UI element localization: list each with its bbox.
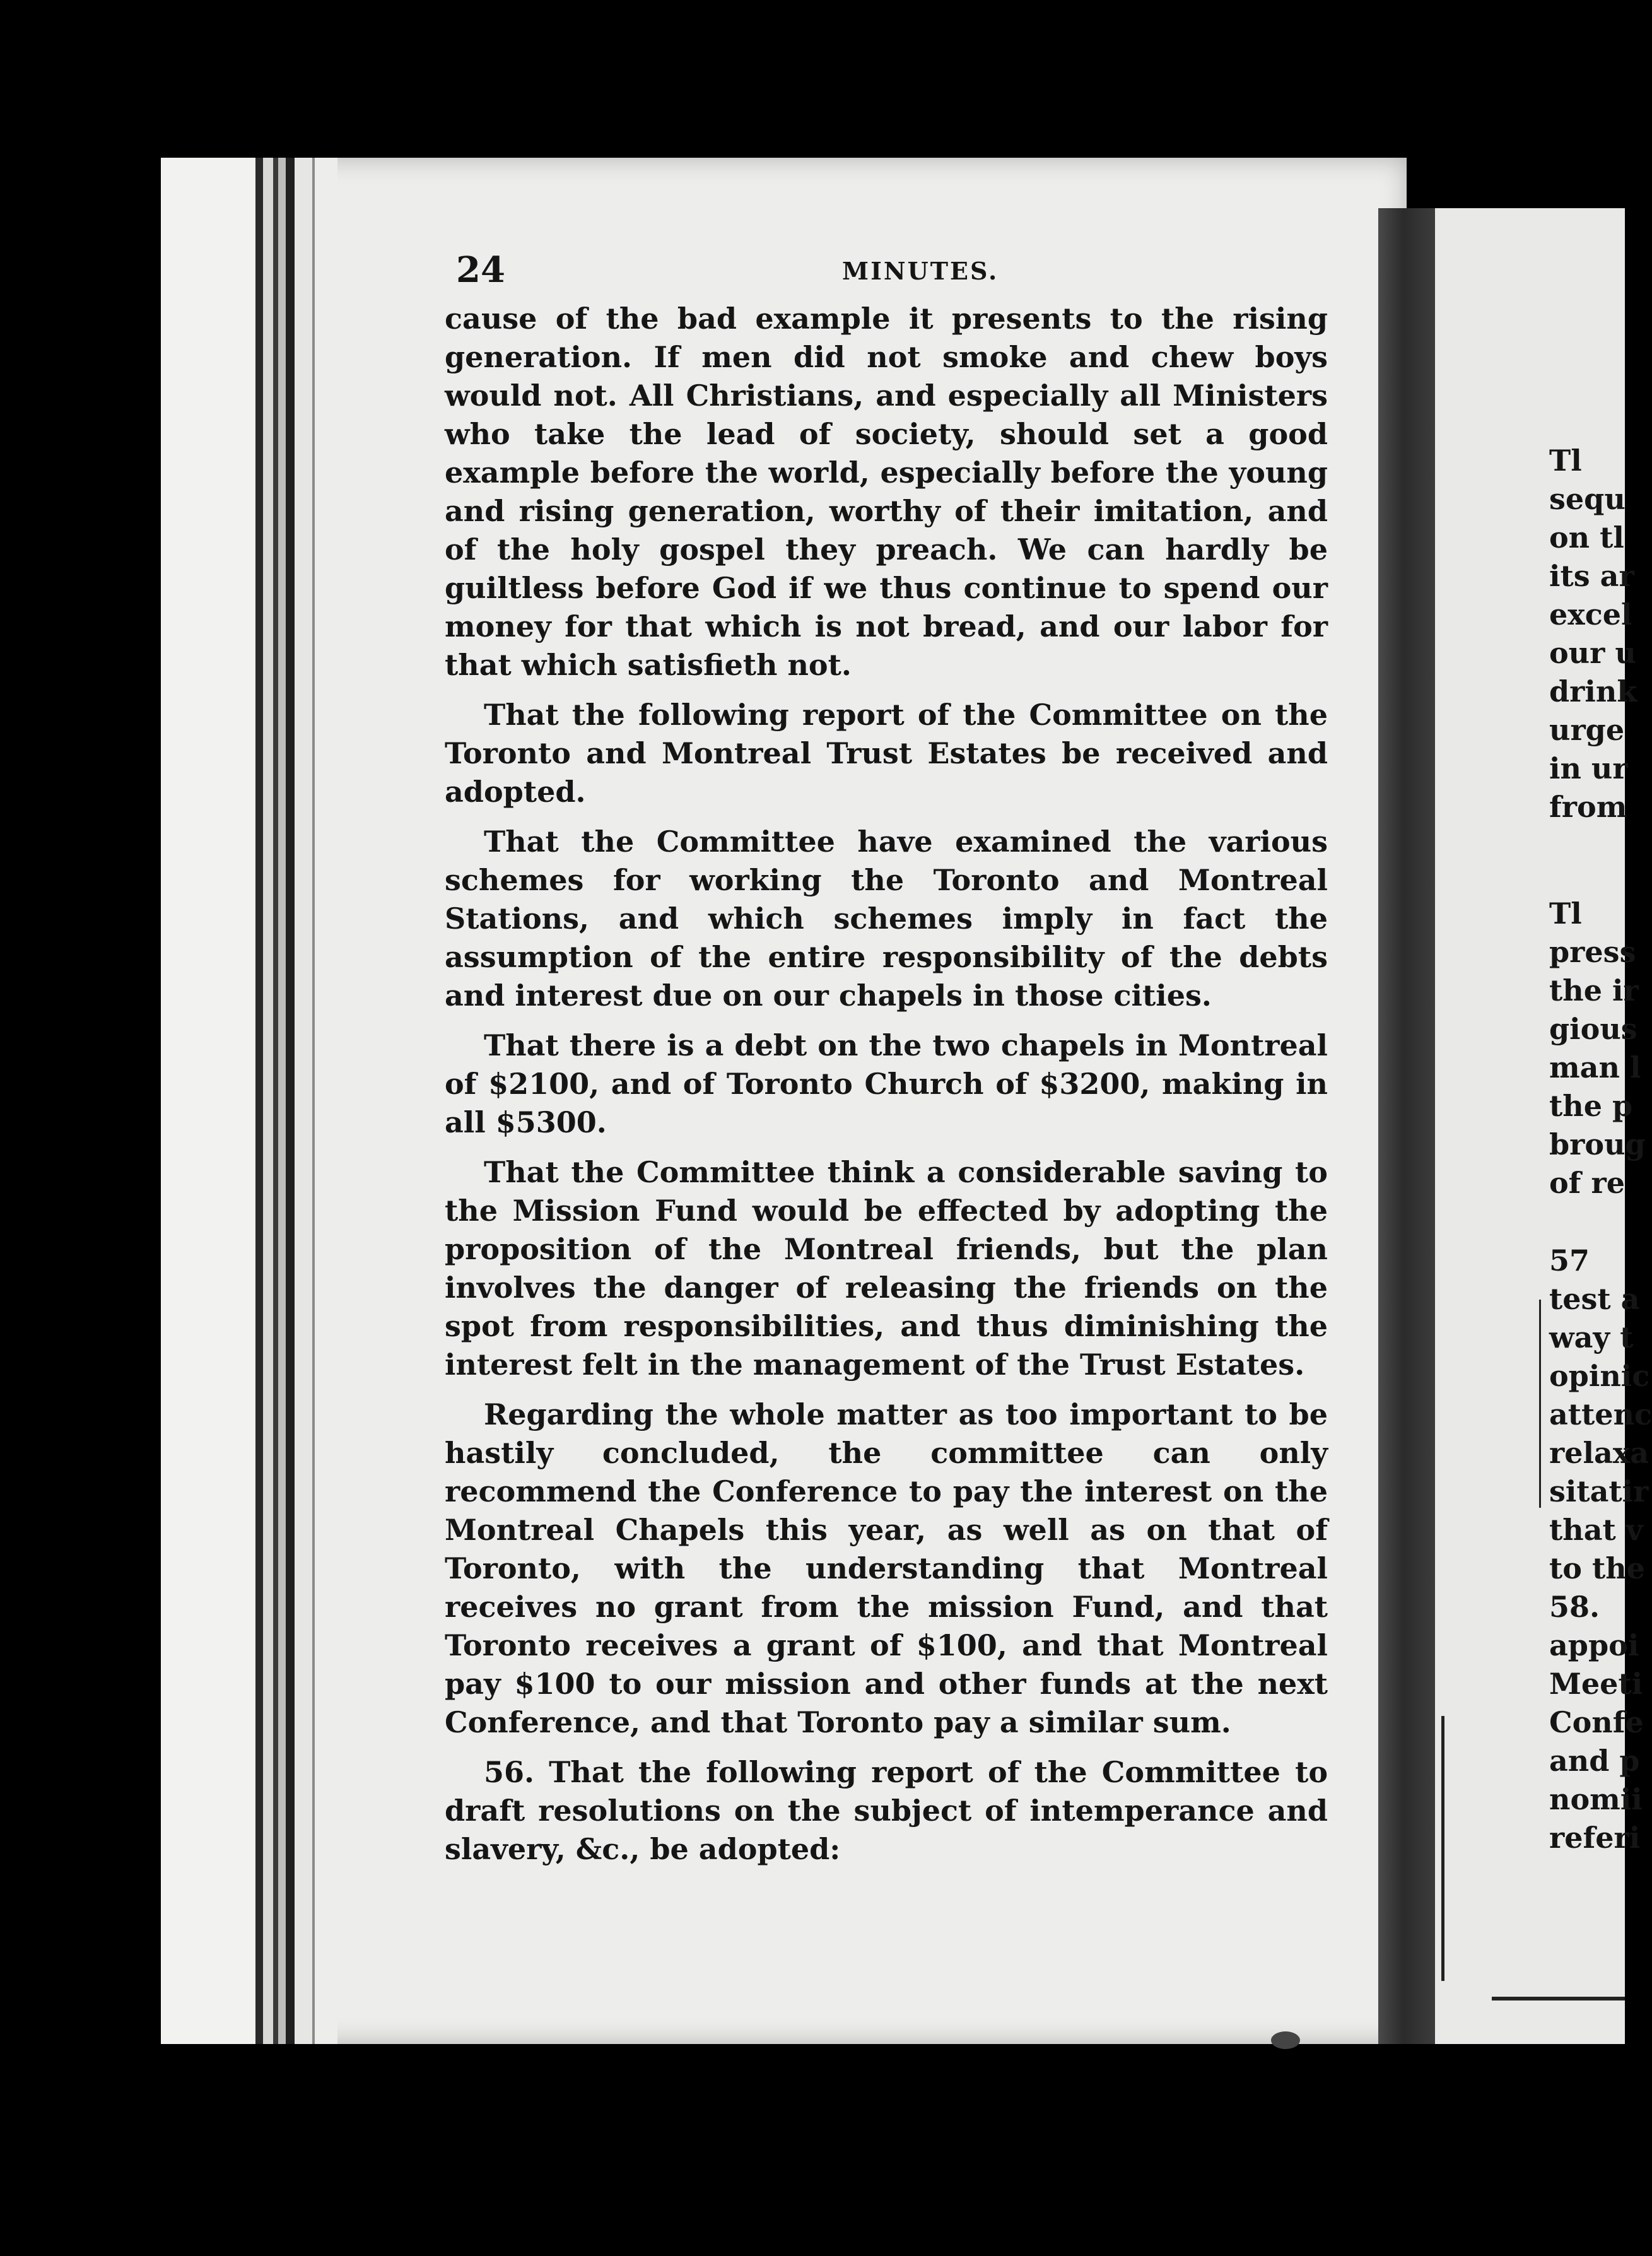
running-title: MINUTES. <box>842 257 999 285</box>
page-number: 24 <box>456 249 505 291</box>
right-block-2 <box>1549 895 1646 1202</box>
right-line: referi <box>1549 1821 1641 1855</box>
right-line: attenc <box>1549 1397 1652 1431</box>
right-line: Confe <box>1549 1705 1644 1739</box>
paragraph-tobacco-conclusion: cause of the bad example it presents to the rising generation. If men did not smoke and chew boys would not. All Christians, and especially all Ministers who take the lead of society, should set a good example before the world, especially before the young and rising generation, worthy of their imitation, and of the holy gospel they preach. We can hardly be guiltless before God if we thus continue to spend our money for that which is not bread, and our labor for that which satisfieth not. <box>445 302 1328 682</box>
paragraph-resolution-56: 56. That the following report of the Committee to draft resolutions on the subject of intemperance and slavery, &c., be adopted: <box>445 1755 1328 1866</box>
ink-smudge <box>1271 2031 1300 2049</box>
right-line: the p <box>1549 1089 1633 1123</box>
right-line: broug <box>1549 1127 1646 1161</box>
right-line: nomii <box>1549 1782 1643 1816</box>
right-line: and p <box>1549 1744 1640 1778</box>
right-line: Tl <box>1549 896 1582 931</box>
right-line: sitatir <box>1549 1474 1649 1508</box>
paragraph-schemes-examined: That the Committee have examined the various schemes for working the Toronto and Montreal Stations, and which schemes imply in fact the assumption of the entire responsibility of the debts and interest due on our chapels in those cities. <box>445 825 1328 1013</box>
right-line: Tl <box>1549 444 1582 478</box>
paragraph-trust-estates-report: That the following report of the Committee on the Toronto and Montreal Trust Estates be received and adopted. <box>445 698 1328 809</box>
right-block-1 <box>1549 442 1637 826</box>
right-line: appoi <box>1549 1628 1639 1662</box>
running-head <box>445 249 1328 300</box>
left-page-text <box>445 249 1328 1880</box>
right-line: 57 <box>1549 1243 1590 1278</box>
right-line: relaxa <box>1549 1436 1649 1470</box>
right-block-3 <box>1549 1242 1652 1857</box>
right-line: man l <box>1549 1050 1641 1084</box>
margin-pencil-line <box>1539 1300 1541 1508</box>
right-line: on tl <box>1549 520 1624 555</box>
right-page-text <box>1549 442 1652 1925</box>
right-line: its ar <box>1549 559 1634 593</box>
paragraph-recommendation: Regarding the whole matter as too important to be hastily concluded, the committee can only recommend the Conference to pay the interest on the Montreal Chapels this year, as well as on that of Toronto, with the understanding that Montreal receives no grant from the mission Fund, and that Toronto receives a grant of $100, and that Montreal pay $100 to our mission and other funds at the next Conference, and that Toronto pay a similar sum. <box>445 1397 1328 1739</box>
right-line: the ir <box>1549 973 1639 1008</box>
right-line: opinic <box>1549 1359 1650 1393</box>
right-line: of re <box>1549 1166 1625 1200</box>
right-line: sequ <box>1549 482 1626 516</box>
right-line: 58. <box>1549 1590 1600 1624</box>
right-line: way t <box>1549 1320 1634 1354</box>
right-line: to the <box>1549 1551 1645 1585</box>
right-line: gious <box>1549 1012 1637 1046</box>
margin-pencil-line-lower <box>1441 1716 1444 1981</box>
right-line: urge <box>1549 713 1625 747</box>
right-line: excel <box>1549 597 1632 632</box>
margin-underline <box>1492 1997 1625 2000</box>
right-line: that v <box>1549 1513 1643 1547</box>
right-line: our u <box>1549 636 1636 670</box>
page-gutter <box>1378 208 1435 2044</box>
right-line: from <box>1549 790 1627 824</box>
paragraph-mission-fund-saving: That the Committee think a considerable saving to the Mission Fund would be effected by adopting the proposition of the Montreal friends, but the plan involves the danger of releasing the friends on the spot from responsibilities, and thus diminishing the interest felt in the management of the Trust Estates. <box>445 1155 1328 1382</box>
right-line: in ur <box>1549 751 1628 785</box>
right-line: test a <box>1549 1282 1640 1316</box>
right-line: press <box>1549 935 1636 969</box>
book-binding-edge <box>161 158 337 2044</box>
right-line: Meeti <box>1549 1667 1643 1701</box>
right-line: drink <box>1549 674 1637 708</box>
paragraph-chapel-debt: That there is a debt on the two chapels in Montreal of $2100, and of Toronto Church of $3200, making in all $5300. <box>445 1028 1328 1139</box>
